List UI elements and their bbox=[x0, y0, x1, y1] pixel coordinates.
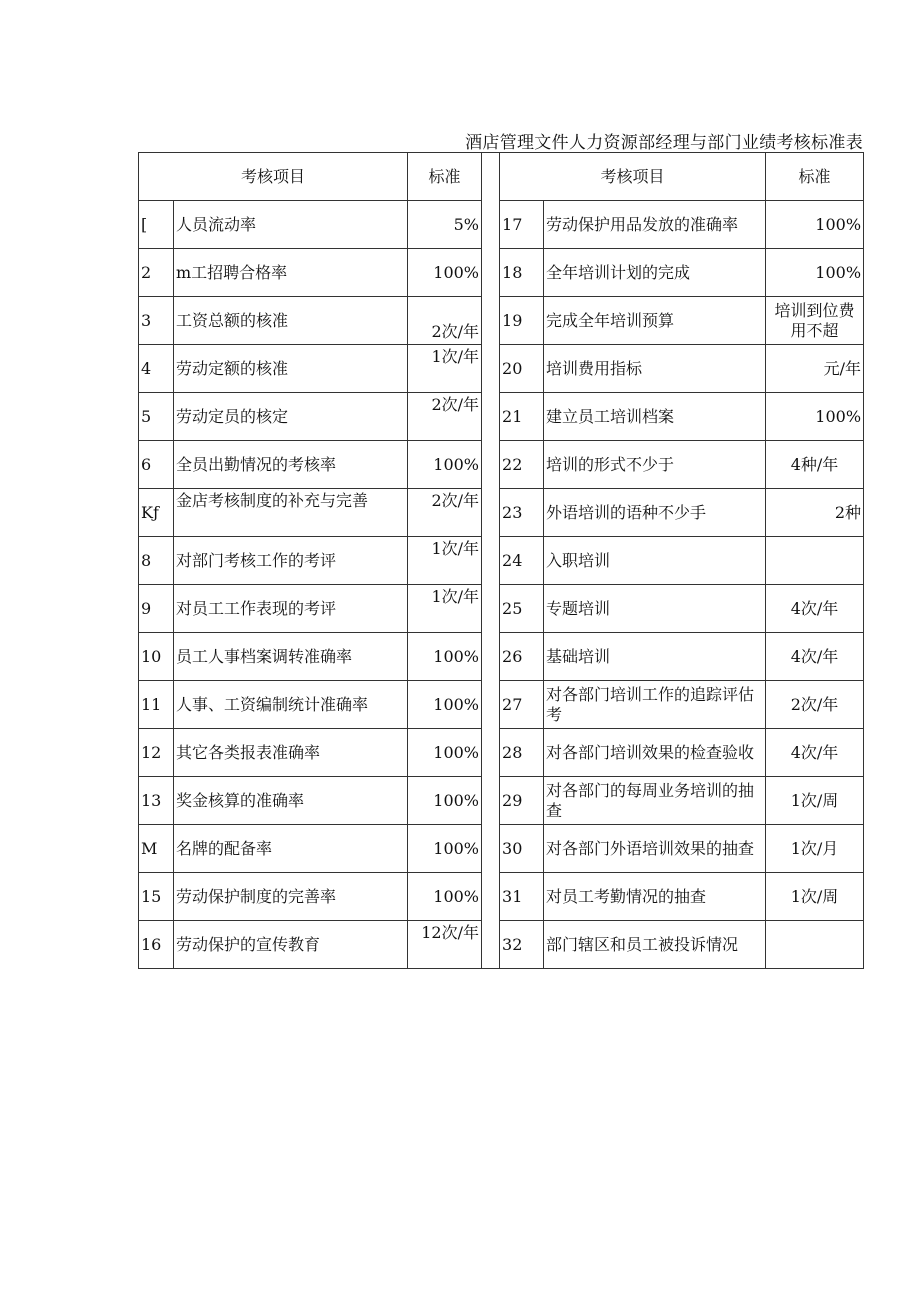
item-right: 全年培训计划的完成 bbox=[544, 249, 766, 297]
row-number-right: 20 bbox=[500, 345, 544, 393]
table-row bbox=[139, 585, 864, 633]
standard-left: 100% bbox=[408, 873, 482, 921]
table-header-row bbox=[139, 153, 864, 201]
row-number-right: 32 bbox=[500, 921, 544, 969]
row-number-left: 10 bbox=[139, 633, 174, 681]
row-number-left: 6 bbox=[139, 441, 174, 489]
item-right: 部门辖区和员工被投诉情况 bbox=[544, 921, 766, 969]
item-left: 员工人事档案调转准确率 bbox=[174, 633, 408, 681]
row-number-right: 31 bbox=[500, 873, 544, 921]
item-right: 专题培训 bbox=[544, 585, 766, 633]
row-number-right: 28 bbox=[500, 729, 544, 777]
table-row bbox=[139, 345, 864, 393]
standard-right: 100% bbox=[766, 201, 864, 249]
item-right: 外语培训的语种不少手 bbox=[544, 489, 766, 537]
row-number-right: 27 bbox=[500, 681, 544, 729]
item-left: 劳动保护的宣传教育 bbox=[174, 921, 408, 969]
row-number-right: 25 bbox=[500, 585, 544, 633]
table-row bbox=[139, 393, 864, 441]
standard-left: 1次/年 bbox=[408, 345, 482, 393]
standard-right: 4次/年 bbox=[766, 585, 864, 633]
standard-right bbox=[766, 921, 864, 969]
standard-left: 5% bbox=[408, 201, 482, 249]
item-right: 对员工考勤情况的抽查 bbox=[544, 873, 766, 921]
row-number-right: 23 bbox=[500, 489, 544, 537]
header-item-left: 考核项目 bbox=[139, 153, 408, 201]
header-standard-left: 标准 bbox=[408, 153, 482, 201]
row-number-right: 26 bbox=[500, 633, 544, 681]
item-left: 人事、工资编制统计准确率 bbox=[174, 681, 408, 729]
row-number-left: 5 bbox=[139, 393, 174, 441]
table-row bbox=[139, 537, 864, 585]
standard-left: 2次/年 bbox=[408, 297, 482, 345]
standard-right: 4次/年 bbox=[766, 633, 864, 681]
standard-left: 100% bbox=[408, 825, 482, 873]
standard-right bbox=[766, 537, 864, 585]
standard-right: 培训到位费用不超 bbox=[766, 297, 864, 345]
document-title: 酒店管理文件人力资源部经理与部门业绩考核标准表 bbox=[465, 133, 863, 153]
row-number-left: 16 bbox=[139, 921, 174, 969]
table-row bbox=[139, 921, 864, 969]
row-number-left: 13 bbox=[139, 777, 174, 825]
item-right: 培训费用指标 bbox=[544, 345, 766, 393]
item-right: 入职培训 bbox=[544, 537, 766, 585]
item-left: 劳动定员的核定 bbox=[174, 393, 408, 441]
standard-left: 1次/年 bbox=[408, 585, 482, 633]
standard-left: 2次/年 bbox=[408, 489, 482, 537]
standard-left: 2次/年 bbox=[408, 393, 482, 441]
standard-left: 100% bbox=[408, 633, 482, 681]
item-left: 对员工工作表现的考评 bbox=[174, 585, 408, 633]
item-right: 对各部门外语培训效果的抽查 bbox=[544, 825, 766, 873]
item-right: 建立员工培训档案 bbox=[544, 393, 766, 441]
standard-right: 4次/年 bbox=[766, 729, 864, 777]
standard-right: 元/年 bbox=[766, 345, 864, 393]
row-number-left: 12 bbox=[139, 729, 174, 777]
item-right: 对各部门培训工作的追踪评估考 bbox=[544, 681, 766, 729]
table-row bbox=[139, 681, 864, 729]
row-number-right: 17 bbox=[500, 201, 544, 249]
row-number-left: 3 bbox=[139, 297, 174, 345]
header-item-right: 考核项目 bbox=[500, 153, 766, 201]
item-left: 全员出勤情况的考核率 bbox=[174, 441, 408, 489]
row-number-left: 2 bbox=[139, 249, 174, 297]
item-left: 其它各类报表准确率 bbox=[174, 729, 408, 777]
header-standard-right: 标准 bbox=[766, 153, 864, 201]
item-right: 完成全年培训预算 bbox=[544, 297, 766, 345]
item-left: 奖金核算的准确率 bbox=[174, 777, 408, 825]
item-left: 人员流动率 bbox=[174, 201, 408, 249]
standard-left: 12次/年 bbox=[408, 921, 482, 969]
standard-left: 100% bbox=[408, 249, 482, 297]
row-number-right: 29 bbox=[500, 777, 544, 825]
row-number-left: 4 bbox=[139, 345, 174, 393]
table-row bbox=[139, 777, 864, 825]
standard-right: 2次/年 bbox=[766, 681, 864, 729]
row-number-right: 21 bbox=[500, 393, 544, 441]
table-row bbox=[139, 729, 864, 777]
column-divider bbox=[482, 153, 500, 969]
table-row bbox=[139, 297, 864, 345]
standard-left: 100% bbox=[408, 777, 482, 825]
item-right: 基础培训 bbox=[544, 633, 766, 681]
item-left: 劳动定额的核准 bbox=[174, 345, 408, 393]
table-row bbox=[139, 489, 864, 537]
table-row bbox=[139, 825, 864, 873]
standard-right: 100% bbox=[766, 249, 864, 297]
standard-left: 1次/年 bbox=[408, 537, 482, 585]
standard-right: 1次/周 bbox=[766, 777, 864, 825]
item-left: 金店考核制度的补充与完善 bbox=[174, 489, 408, 537]
table-row bbox=[139, 441, 864, 489]
row-number-left: [ bbox=[139, 201, 174, 249]
item-left: 工资总额的核准 bbox=[174, 297, 408, 345]
row-number-left: 11 bbox=[139, 681, 174, 729]
item-left: m工招聘合格率 bbox=[174, 249, 408, 297]
row-number-right: 19 bbox=[500, 297, 544, 345]
item-right: 对各部门培训效果的检查验收 bbox=[544, 729, 766, 777]
row-number-right: 22 bbox=[500, 441, 544, 489]
row-number-right: 30 bbox=[500, 825, 544, 873]
standard-right: 1次/周 bbox=[766, 873, 864, 921]
item-left: 对部门考核工作的考评 bbox=[174, 537, 408, 585]
row-number-left: Kƒ bbox=[139, 489, 174, 537]
standard-left: 100% bbox=[408, 441, 482, 489]
table-row bbox=[139, 249, 864, 297]
row-number-left: 8 bbox=[139, 537, 174, 585]
table-row bbox=[139, 873, 864, 921]
item-right: 劳动保护用品发放的准确率 bbox=[544, 201, 766, 249]
item-left: 劳动保护制度的完善率 bbox=[174, 873, 408, 921]
item-left: 名牌的配备率 bbox=[174, 825, 408, 873]
assessment-table bbox=[138, 152, 864, 969]
row-number-left: 15 bbox=[139, 873, 174, 921]
item-right: 培训的形式不少于 bbox=[544, 441, 766, 489]
standard-right: 1次/月 bbox=[766, 825, 864, 873]
item-right: 对各部门的每周业务培训的抽查 bbox=[544, 777, 766, 825]
table-row bbox=[139, 633, 864, 681]
standard-right: 100% bbox=[766, 393, 864, 441]
standard-right: 4种/年 bbox=[766, 441, 864, 489]
row-number-left: M bbox=[139, 825, 174, 873]
standard-right: 2种 bbox=[766, 489, 864, 537]
row-number-left: 9 bbox=[139, 585, 174, 633]
table-row bbox=[139, 201, 864, 249]
standard-left: 100% bbox=[408, 729, 482, 777]
row-number-right: 24 bbox=[500, 537, 544, 585]
row-number-right: 18 bbox=[500, 249, 544, 297]
standard-left: 100% bbox=[408, 681, 482, 729]
